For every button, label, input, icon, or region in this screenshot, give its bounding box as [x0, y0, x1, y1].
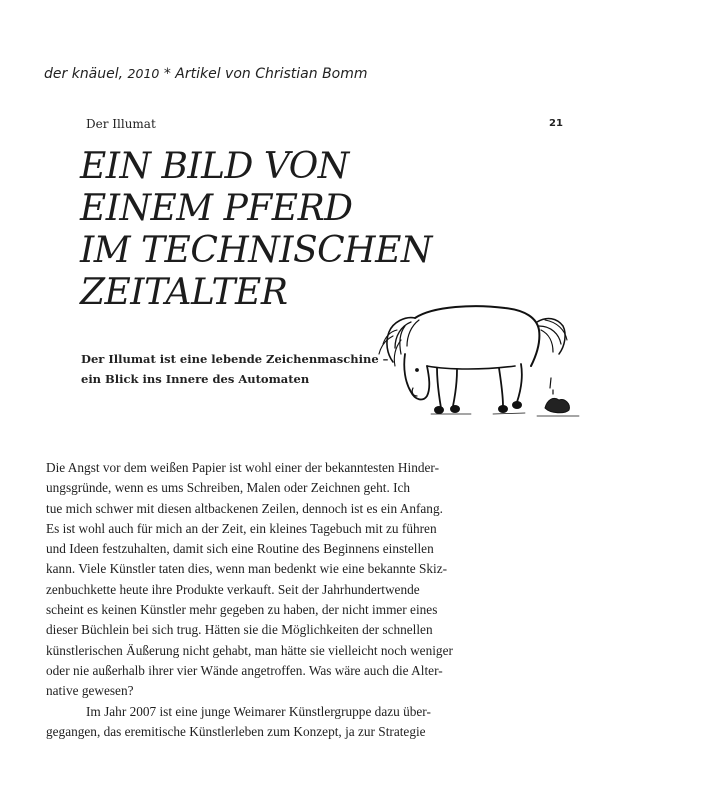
page-number: 21 — [549, 118, 563, 129]
body-line: dieser Büchlein bei sich trug. Hätten sie die Möglichkeiten der schnellen — [46, 622, 433, 638]
headline-line: ZEITALTER — [80, 272, 288, 313]
headline-line: IM TECHNISCHEN — [80, 230, 432, 271]
headline-line: EINEM PFERD — [80, 188, 353, 229]
section-label: Der Illumat — [86, 117, 156, 131]
horse-drawing-icon — [375, 296, 585, 426]
body-line: tue mich schwer mit diesen altbackenen Zeilen, dennoch ist es ein Anfang. — [46, 500, 443, 516]
article-body — [46, 458, 476, 742]
lead-line: Der Illumat ist eine lebende Zeichenmaschine – — [81, 352, 389, 366]
body-line: künstlerischen Äußerung nicht gehabt, man hätte sie vielleicht noch weniger — [46, 642, 453, 658]
body-line: ungsgründe, wenn es ums Schreiben, Malen oder Zeichnen geht. Ich — [46, 480, 411, 496]
body-line: oder nie außerhalb ihrer vier Wände angetroffen. Was wäre auch die Alter- — [46, 662, 443, 678]
body-line: gegangen, das eremitische Künstlerleben zum Konzept, ja zur Strategie — [46, 723, 426, 739]
article-headline — [80, 146, 440, 314]
body-line: scheint es keinen Künstler mehr gegeben zu haben, der nicht immer eines — [46, 602, 438, 618]
body-line: Es ist wohl auch für mich an der Zeit, ein kleines Tagebuch mit zu führen — [46, 520, 437, 536]
body-line: zenbuchkette heute ihre Produkte verkauft. Seit der Jahrhundertwende — [46, 581, 420, 597]
headline-line: EIN BILD VON — [80, 146, 349, 187]
source-line — [44, 66, 368, 82]
body-line: native gewesen? — [46, 683, 134, 699]
lead-line: ein Blick ins Innere des Automaten — [81, 372, 310, 386]
body-line: Im Jahr 2007 ist eine junge Weimarer Künstlergruppe dazu über- — [86, 703, 431, 719]
lead-paragraph — [81, 349, 389, 389]
body-line: Die Angst vor dem weißen Papier ist wohl einer der bekanntesten Hinder- — [46, 460, 439, 475]
source-prefix: der knäuel, — [44, 66, 124, 82]
source-year: 2010 — [127, 66, 160, 81]
body-line: kann. Viele Künstler taten dies, wenn man bedenkt wie eine bekannte Skiz- — [46, 561, 448, 577]
source-suffix: * Artikel von Christian Bomm — [163, 66, 368, 82]
body-line: und Ideen festzuhalten, damit sich eine Routine des Beginnens einstellen — [46, 541, 434, 557]
